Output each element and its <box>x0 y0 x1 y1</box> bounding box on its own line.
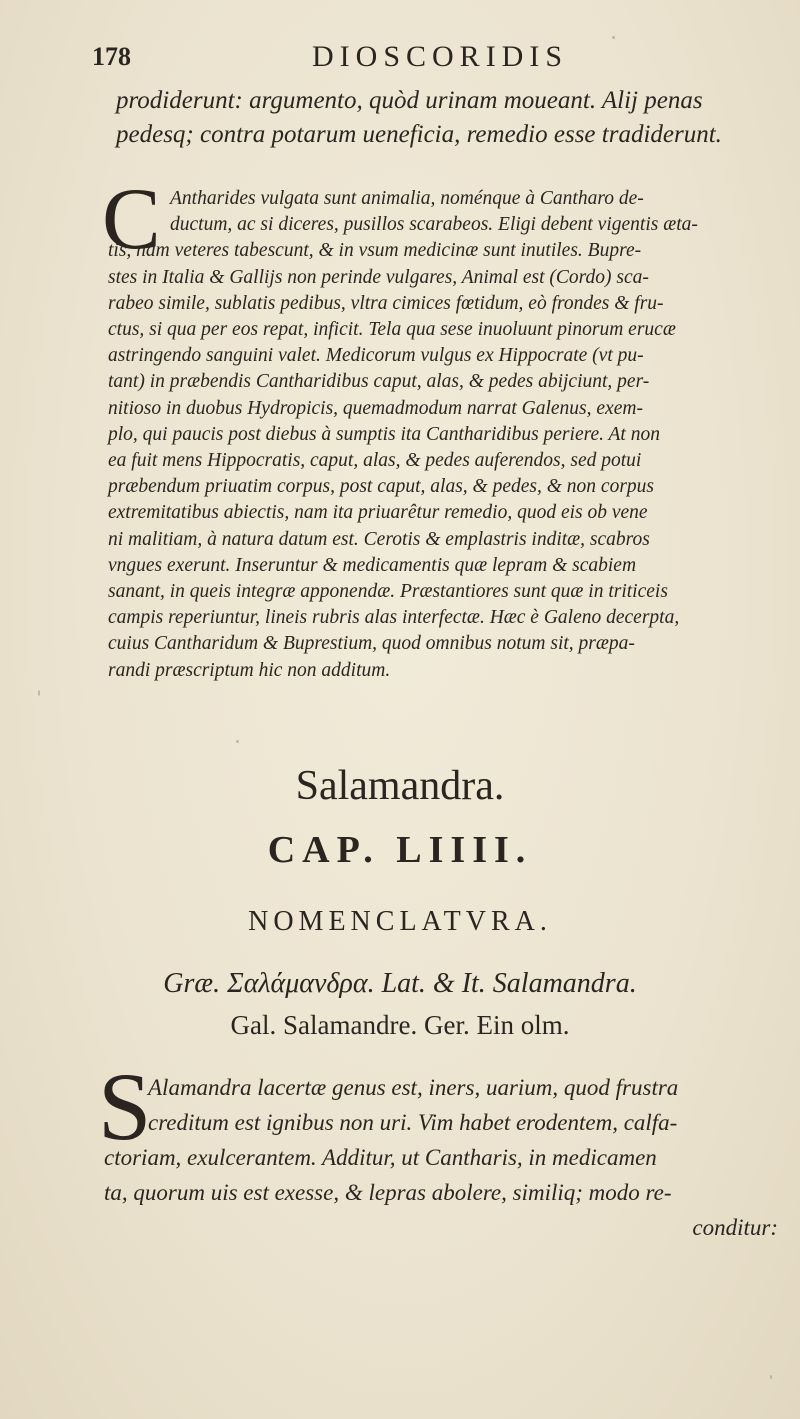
text-line: ea fuit mens Hippocratis, caput, alas, & pedes auferendos, sed potui <box>108 450 642 472</box>
text-line: ductum, ac si diceres, pusillos scarabeos. Eligi debent vigentis æta- <box>170 214 698 236</box>
chapter-number: CAP. LIIII. <box>267 829 533 871</box>
text-line: præbendum priuatim corpus, post caput, alas, & pedes, & non corpus <box>108 476 654 498</box>
text-line: prodiderunt: argumento, quòd urinam moueant. Alij penas <box>116 87 703 114</box>
text-line: ta, quorum uis est exesse, & lepras abolere, similiq; modo re- <box>104 1180 672 1205</box>
running-head <box>92 40 732 80</box>
intro-paragraph <box>116 84 776 152</box>
paper-speck <box>612 36 615 39</box>
text-line: plo, qui paucis post diebus à sumptis ita Cantharidibus periere. At non <box>108 423 660 445</box>
running-title: DIOSCORIDIS <box>312 40 569 73</box>
text-line: tis, nam veteres tabescunt, & in vsum medicinæ sunt inutiles. Bupre- <box>108 240 642 262</box>
paper-speck <box>236 740 239 743</box>
text-line: rabeo simile, sublatis pedibus, vltra cimices fœtidum, eò frondes & fru- <box>108 292 664 314</box>
cantharides-paragraph <box>102 171 788 684</box>
text-line: extremitatibus abiectis, nam ita priuarêtur remedio, quod eis ob vene <box>108 502 648 524</box>
text-line: pedesq; contra potarum ueneficia, remedio esse tradiderunt. <box>116 121 722 148</box>
drop-cap: C <box>102 171 161 268</box>
text-line: vngues exerunt. Inseruntur & medicamentis quæ lepram & scabiem <box>108 554 637 576</box>
nomenclature-heading: NOMENCLATVRA. <box>248 906 552 937</box>
catchword: conditur: <box>692 1215 778 1240</box>
chapter-title: Salamandra. <box>295 763 505 809</box>
text-line: randi præscriptum hic non additum. <box>108 659 391 681</box>
synonyms-line: Græ. Σαλάμανδρα. Lat. & It. Salamandra. <box>163 968 637 999</box>
text-line: creditum est ignibus non uri. Vim habet erodentem, calfa- <box>148 1110 678 1135</box>
text-line: nitioso in duobus Hydropicis, quemadmodum narrat Galenus, exem- <box>108 397 643 419</box>
text-line: ni malitiam, à natura datum est. Cerotis & emplastris inditæ, scabros <box>108 528 650 550</box>
text-line: astringendo sanguini valet. Medicorum vulgus ex Hippocrate (vt pu- <box>108 345 644 367</box>
text-line: tant) in præbendis Cantharidibus caput, alas, & pedes abijciunt, per- <box>108 371 650 393</box>
text-line: campis reperiuntur, lineis rubris alas interfectæ. Hæc è Galeno decerpta, <box>108 607 680 629</box>
salamandra-paragraph <box>98 1053 794 1245</box>
paper-speck <box>38 690 40 696</box>
text-line: Antharides vulgata sunt animalia, noménque à Cantharo de- <box>170 188 644 209</box>
text-line: ctus, si qua per eos repat, inficit. Tela qua sese inuoluunt pinorum erucæ <box>108 319 676 341</box>
synonyms-line: Gal. Salamandre. Ger. Ein olm. <box>230 1010 570 1040</box>
text-line: Alamandra lacertæ genus est, iners, uarium, quod frustra <box>148 1075 679 1100</box>
drop-cap: S <box>98 1053 152 1160</box>
text-line: ctoriam, exulcerantem. Additur, ut Cantharis, in medicamen <box>104 1145 657 1170</box>
page-number: 178 <box>92 42 131 71</box>
text-line: stes in Italia & Gallijs non perinde vulgares, Animal est (Cordo) sca- <box>108 266 649 288</box>
paper-speck <box>770 1375 772 1379</box>
text-line: cuius Cantharidum & Buprestium, quod omnibus notum sit, præpa- <box>108 633 635 655</box>
text-line: sanant, in queis integræ apponendæ. Præstantiores sunt quæ in triticeis <box>108 581 668 603</box>
